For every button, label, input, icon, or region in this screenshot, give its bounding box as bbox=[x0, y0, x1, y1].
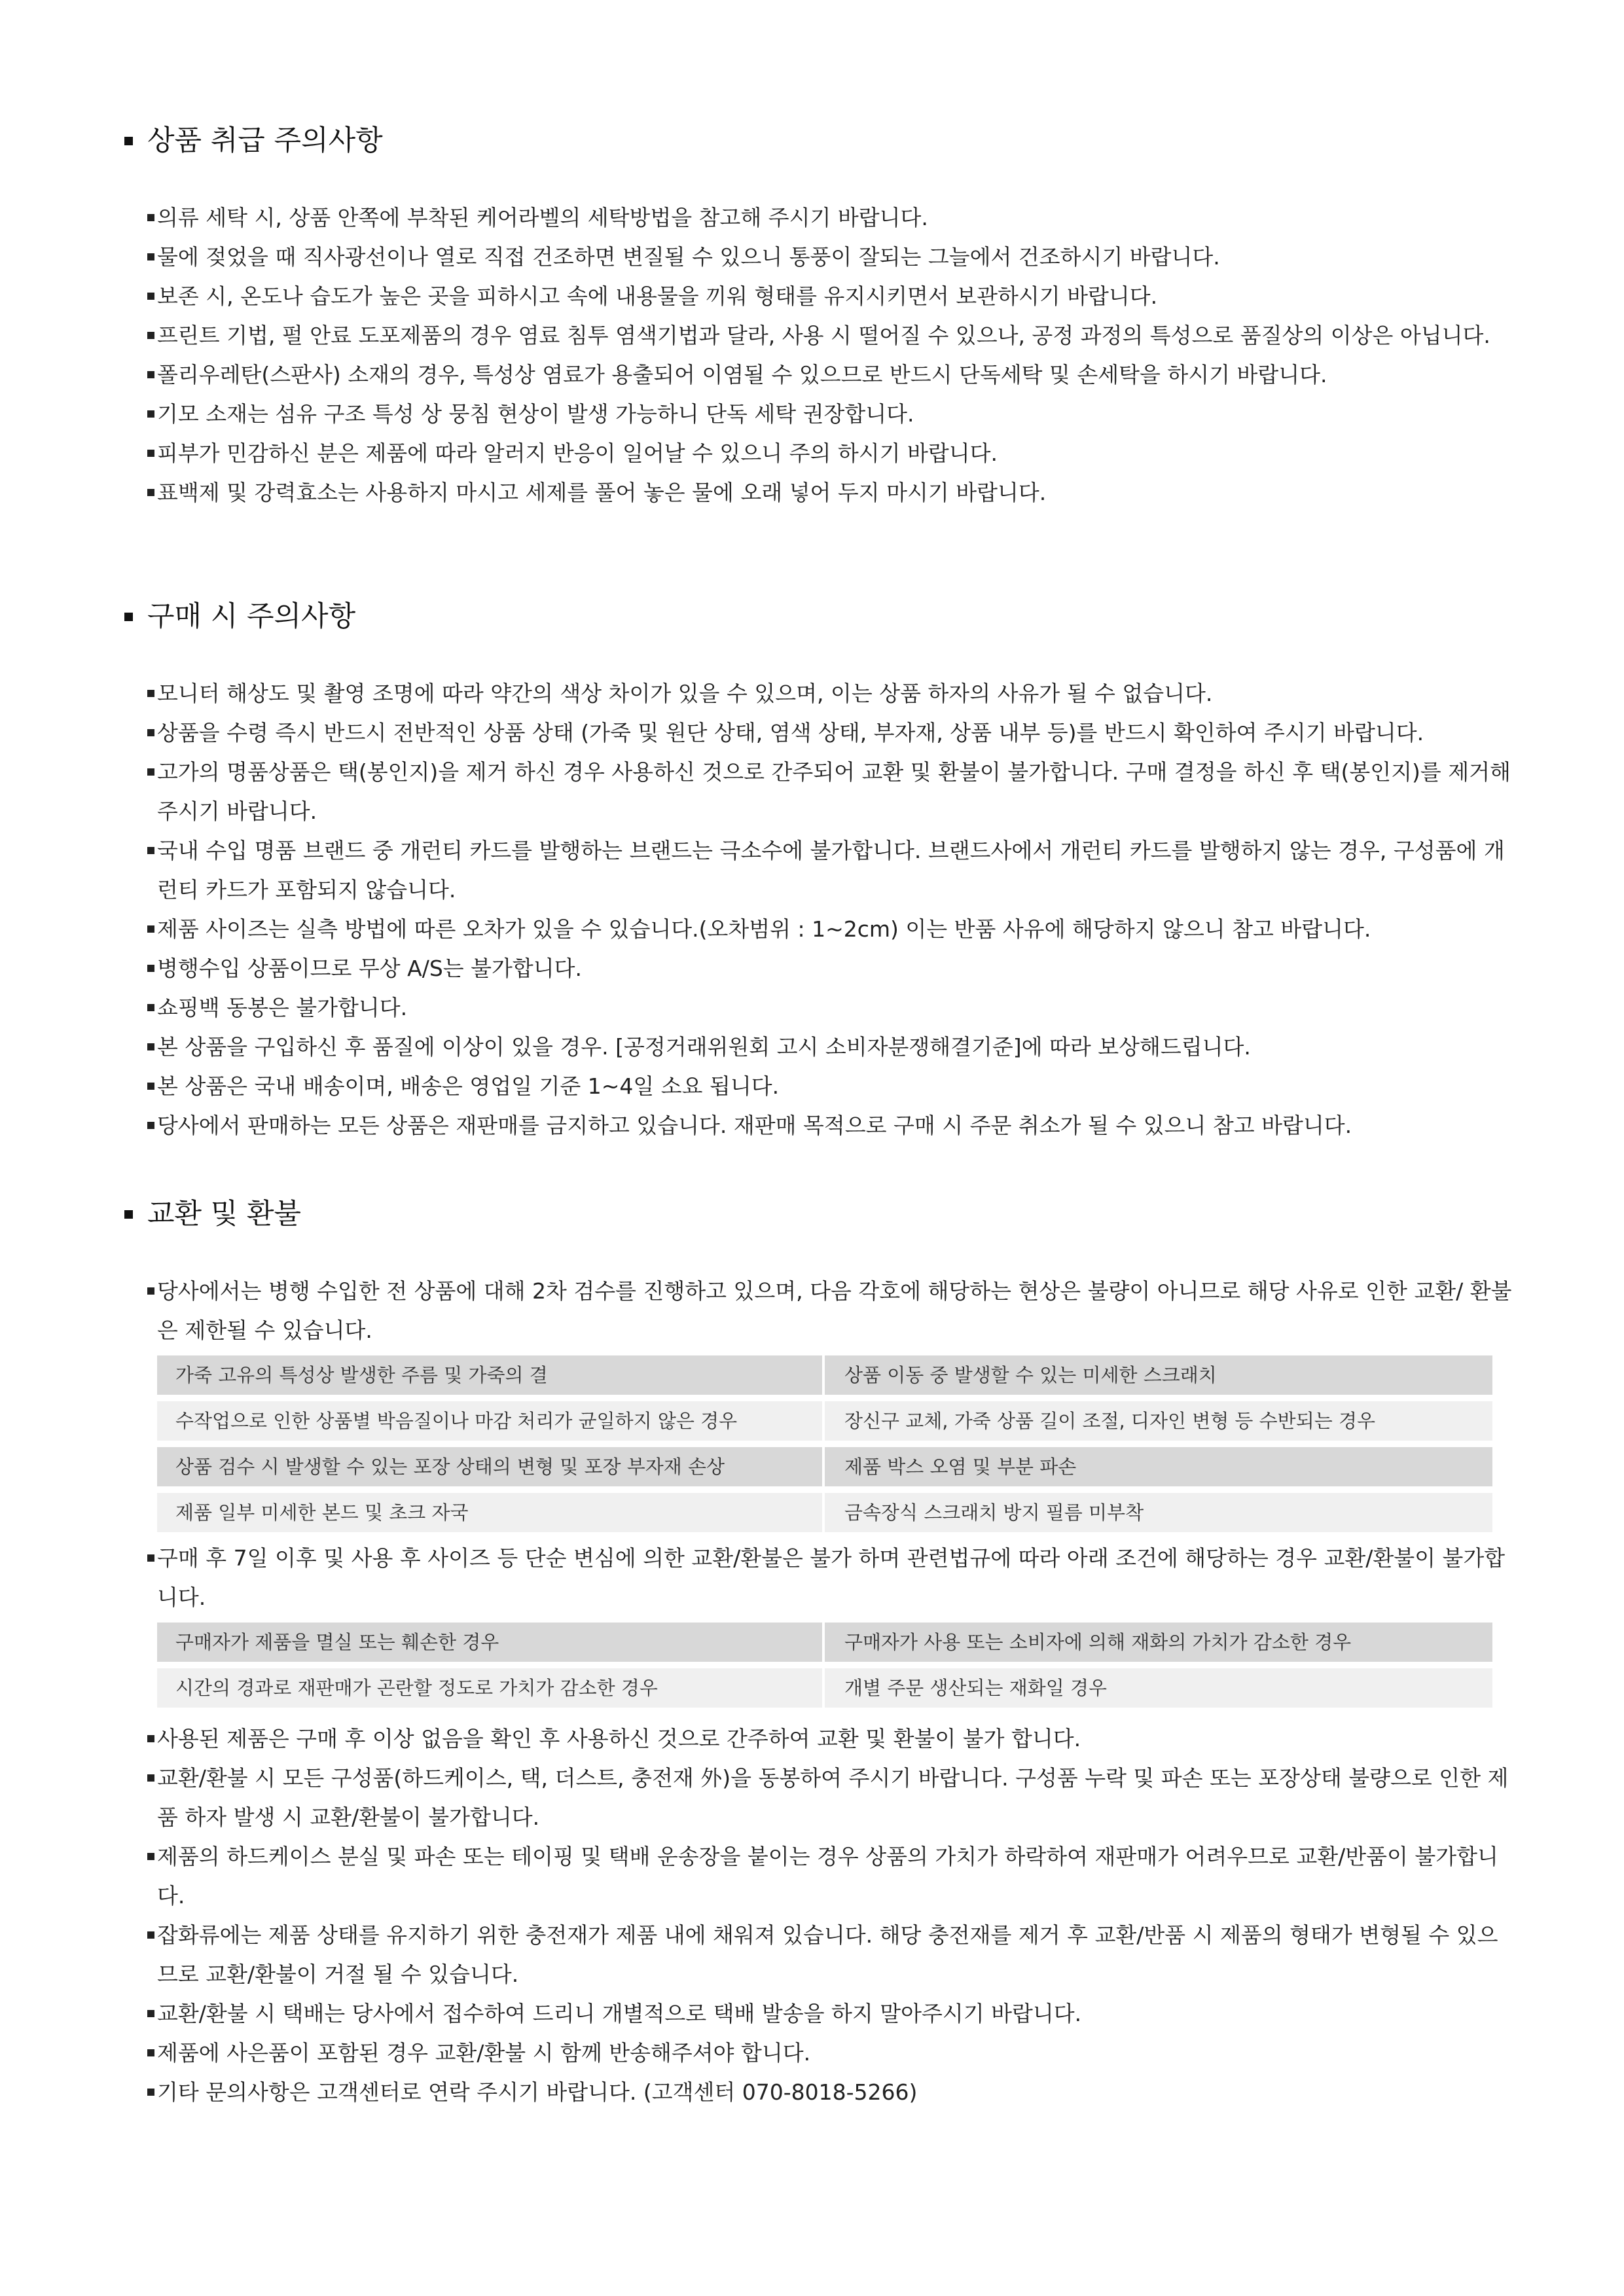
list-item bbox=[124, 2073, 1512, 2112]
list-item-text: 당사에서는 병행 수입한 전 상품에 대해 2차 검수를 진행하고 있으며, 다음 각호에 해당하는 현상은 불량이 아니므로 해당 사유로 인한 교환/ 환불은 제한될 수 있습니다. bbox=[157, 1278, 1512, 1343]
bullet-icon bbox=[147, 1122, 154, 1129]
list-item bbox=[124, 1759, 1512, 1837]
list-item-text: 제품에 사은품이 포함된 경우 교환/환불 시 함께 반송해주셔야 합니다. bbox=[157, 2040, 811, 2066]
list-item bbox=[124, 198, 1512, 238]
list-item bbox=[124, 1916, 1512, 1994]
bullet-icon bbox=[147, 768, 154, 776]
table-cell: 금속장식 스크래치 방지 필름 미부착 bbox=[825, 1493, 1492, 1532]
list-item bbox=[124, 949, 1512, 988]
list-item-text: 본 상품을 구입하신 후 품질에 이상이 있을 경우. [공정거래위원회 고시 소비자분쟁해결기준]에 따라 보상해드립니다. bbox=[157, 1034, 1251, 1060]
list-item bbox=[124, 1272, 1512, 1350]
list-item-text: 상품을 수령 즉시 반드시 전반적인 상품 상태 (가죽 및 원단 상태, 염색 상태, 부자재, 상품 내부 등)를 반드시 확인하여 주시기 바랍니다. bbox=[157, 720, 1424, 745]
bullet-icon bbox=[147, 371, 154, 378]
bullet-icon bbox=[147, 729, 154, 736]
bullet-icon bbox=[147, 847, 154, 854]
list-item-text: 교환/환불 시 모든 구성품(하드케이스, 택, 더스트, 충전재 外)을 동봉하여 주시기 바랍니다. 구성품 누락 및 파손 또는 포장상태 불량으로 인한 제품 하자 발생 시 교환/환불이 불가합니다. bbox=[157, 1765, 1509, 1830]
bullet-icon bbox=[147, 450, 154, 457]
list-item-text: 쇼핑백 동봉은 불가합니다. bbox=[157, 995, 408, 1020]
list-item bbox=[124, 831, 1512, 910]
bullet-icon bbox=[147, 332, 154, 339]
bullet-icon bbox=[147, 410, 154, 418]
list-item bbox=[124, 713, 1512, 753]
bullet-icon bbox=[147, 1931, 154, 1939]
bullet-icon bbox=[147, 1735, 154, 1742]
bullet-icon bbox=[147, 1004, 154, 1011]
list-item bbox=[124, 2034, 1512, 2073]
refund-section bbox=[124, 1194, 1512, 2112]
table-cell: 제품 일부 미세한 본드 및 초크 자국 bbox=[157, 1493, 822, 1532]
square-bullet-icon bbox=[124, 613, 133, 621]
bullet-icon bbox=[147, 690, 154, 697]
table-cell: 장신구 교체, 가죽 상품 길이 조절, 디자인 변형 등 수반되는 경우 bbox=[825, 1401, 1492, 1441]
care-section bbox=[124, 121, 1506, 512]
list-item bbox=[124, 1719, 1512, 1759]
list-item-text: 폴리우레탄(스판사) 소재의 경우, 특성상 염료가 용출되어 이염될 수 있으므로 반드시 단독세탁 및 손세탁을 하시기 바랍니다. bbox=[157, 362, 1327, 387]
table-cell: 구매자가 제품을 멸실 또는 훼손한 경우 bbox=[157, 1623, 822, 1662]
bullet-icon bbox=[147, 489, 154, 496]
list-item bbox=[124, 674, 1512, 713]
list-item-text: 프린트 기법, 펄 안료 도포제품의 경우 염료 침투 염색기법과 달라, 사용 시 떨어질 수 있으나, 공정 과정의 특성으로 품질상의 이상은 아닙니다. bbox=[157, 323, 1490, 348]
bullet-icon bbox=[147, 1853, 154, 1860]
refund-list bbox=[124, 1719, 1509, 2112]
table-cell: 가죽 고유의 특성상 발생한 주름 및 가죽의 결 bbox=[157, 1355, 822, 1395]
list-item-text: 국내 수입 명품 브랜드 중 개런티 카드를 발행하는 브랜드는 극소수에 불가합니다. 브랜드사에서 개런티 카드를 발행하지 않는 경우, 구성품에 개런티 카드가 포함되지 않습니다. bbox=[157, 838, 1505, 903]
refund-intro-list bbox=[124, 1272, 1512, 1350]
list-item bbox=[124, 910, 1512, 949]
table-cell: 시간의 경과로 재판매가 곤란할 정도로 가치가 감소한 경우 bbox=[157, 1668, 822, 1708]
list-item bbox=[124, 1994, 1512, 2034]
refund-title-text: 교환 및 환불 bbox=[147, 1198, 302, 1230]
table-cell: 구매자가 사용 또는 소비자에 의해 재화의 가치가 감소한 경우 bbox=[825, 1623, 1492, 1662]
list-item bbox=[124, 277, 1512, 316]
list-item bbox=[124, 316, 1512, 355]
refund-section-title bbox=[124, 1194, 1506, 1234]
list-item-text: 제품 사이즈는 실측 방법에 따른 오차가 있을 수 있습니다.(오차범위 : 1~2cm) 이는 반품 사유에 해당하지 않으니 참고 바랍니다. bbox=[157, 916, 1371, 942]
square-bullet-icon bbox=[124, 137, 133, 145]
list-item-text: 표백제 및 강력효소는 사용하지 마시고 세제를 풀어 놓은 물에 오래 넣어 두지 마시기 바랍니다. bbox=[157, 480, 1047, 505]
list-item-text: 물에 젖었을 때 직사광선이나 열로 직접 건조하면 변질될 수 있으니 통풍이 잘되는 그늘에서 건조하시기 바랍니다. bbox=[157, 244, 1220, 270]
care-list bbox=[124, 198, 1506, 512]
table-cell: 상품 검수 시 발생할 수 있는 포장 상태의 변형 및 포장 부자재 손상 bbox=[157, 1447, 822, 1486]
refund-condition-list bbox=[124, 1539, 1506, 1617]
list-item-text: 구매 후 7일 이후 및 사용 후 사이즈 등 단순 변심에 의한 교환/환불은 불가 하며 관련법규에 따라 아래 조건에 해당하는 경우 교환/환불이 불가합니다. bbox=[157, 1545, 1506, 1610]
list-item bbox=[124, 753, 1512, 831]
bullet-icon bbox=[147, 925, 154, 933]
list-item bbox=[124, 988, 1512, 1028]
list-item-text: 본 상품은 국내 배송이며, 배송은 영업일 기준 1~4일 소요 됩니다. bbox=[157, 1073, 780, 1099]
list-item-text: 사용된 제품은 구매 후 이상 없음을 확인 후 사용하신 것으로 간주하여 교환 및 환불이 불가 합니다. bbox=[157, 1726, 1081, 1751]
bullet-icon bbox=[147, 1287, 154, 1295]
square-bullet-icon bbox=[124, 1210, 133, 1219]
bullet-icon bbox=[147, 2010, 154, 2017]
list-item-text: 교환/환불 시 택배는 당사에서 접수하여 드리니 개별적으로 택배 발송을 하지 말아주시기 바랍니다. bbox=[157, 2001, 1082, 2026]
defect-exclusion-table bbox=[157, 1355, 1492, 1532]
list-item bbox=[124, 395, 1512, 434]
list-item-text: 보존 시, 온도나 습도가 높은 곳을 피하시고 속에 내용물을 끼워 형태를 유지시키면서 보관하시기 바랍니다. bbox=[157, 283, 1158, 309]
list-item bbox=[124, 1106, 1512, 1145]
list-item-text: 당사에서 판매하는 모든 상품은 재판매를 금지하고 있습니다. 재판매 목적으로 구매 시 주문 취소가 될 수 있으니 참고 바랍니다. bbox=[157, 1113, 1352, 1138]
list-item-text: 고가의 명품상품은 택(봉인지)을 제거 하신 경우 사용하신 것으로 간주되어 교환 및 환불이 불가합니다. 구매 결정을 하신 후 택(봉인지)를 제거해 주시기 바랍니다. bbox=[157, 759, 1511, 824]
list-item bbox=[124, 1837, 1512, 1916]
table-cell: 제품 박스 오염 및 부분 파손 bbox=[825, 1447, 1492, 1486]
list-item-text: 잡화류에는 제품 상태를 유지하기 위한 충전재가 제품 내에 채워져 있습니다. 해당 충전재를 제거 후 교환/반품 시 제품의 형태가 변형될 수 있으므로 교환/환불이 거절 될 수 있습니다. bbox=[157, 1922, 1498, 1987]
bullet-icon bbox=[147, 253, 154, 260]
list-item bbox=[124, 473, 1512, 512]
bullet-icon bbox=[147, 293, 154, 300]
purchase-title-text: 구매 시 주의사항 bbox=[147, 600, 356, 633]
list-item bbox=[124, 1539, 1512, 1617]
list-item-text: 기타 문의사항은 고객센터로 연락 주시기 바랍니다. (고객센터 070-8018-5266) bbox=[157, 2079, 918, 2105]
table-cell: 개별 주문 생산되는 재화일 경우 bbox=[825, 1668, 1492, 1708]
list-item-text: 병행수입 상품이므로 무상 A/S는 불가합니다. bbox=[157, 956, 583, 981]
care-section-title bbox=[124, 121, 1506, 160]
bullet-icon bbox=[147, 1043, 154, 1050]
list-item bbox=[124, 238, 1512, 277]
bullet-icon bbox=[147, 214, 154, 221]
bullet-icon bbox=[147, 1554, 154, 1562]
bullet-icon bbox=[147, 2049, 154, 2056]
table-cell: 상품 이동 중 발생할 수 있는 미세한 스크래치 bbox=[825, 1355, 1492, 1395]
bullet-icon bbox=[147, 1083, 154, 1090]
list-item-text: 의류 세탁 시, 상품 안쪽에 부착된 케어라벨의 세탁방법을 참고해 주시기 바랍니다. bbox=[157, 205, 928, 230]
table-cell: 수작업으로 인한 상품별 박음질이나 마감 처리가 균일하지 않은 경우 bbox=[157, 1401, 822, 1441]
list-item bbox=[124, 1067, 1512, 1106]
list-item bbox=[124, 355, 1512, 395]
purchase-section bbox=[124, 597, 1511, 1145]
list-item bbox=[124, 1028, 1512, 1067]
bullet-icon bbox=[147, 2089, 154, 2096]
bullet-icon bbox=[147, 965, 154, 972]
list-item-text: 기모 소재는 섬유 구조 특성 상 뭉침 현상이 발생 가능하니 단독 세탁 권장합니다. bbox=[157, 401, 914, 427]
purchase-list bbox=[124, 674, 1511, 1145]
bullet-icon bbox=[147, 1774, 154, 1782]
purchase-section-title bbox=[124, 597, 1506, 636]
list-item bbox=[124, 434, 1512, 473]
list-item-text: 피부가 민감하신 분은 제품에 따라 알러지 반응이 일어날 수 있으니 주의 하시기 바랍니다. bbox=[157, 440, 998, 466]
list-item-text: 모니터 해상도 및 촬영 조명에 따라 약간의 색상 차이가 있을 수 있으며, 이는 상품 하자의 사유가 될 수 없습니다. bbox=[157, 681, 1213, 706]
refund-restriction-table bbox=[157, 1623, 1492, 1708]
list-item-text: 제품의 하드케이스 분실 및 파손 또는 테이핑 및 택배 운송장을 붙이는 경우 상품의 가치가 하락하여 재판매가 어려우므로 교환/반품이 불가합니다. bbox=[157, 1844, 1498, 1909]
care-title-text: 상품 취급 주의사항 bbox=[147, 124, 383, 157]
